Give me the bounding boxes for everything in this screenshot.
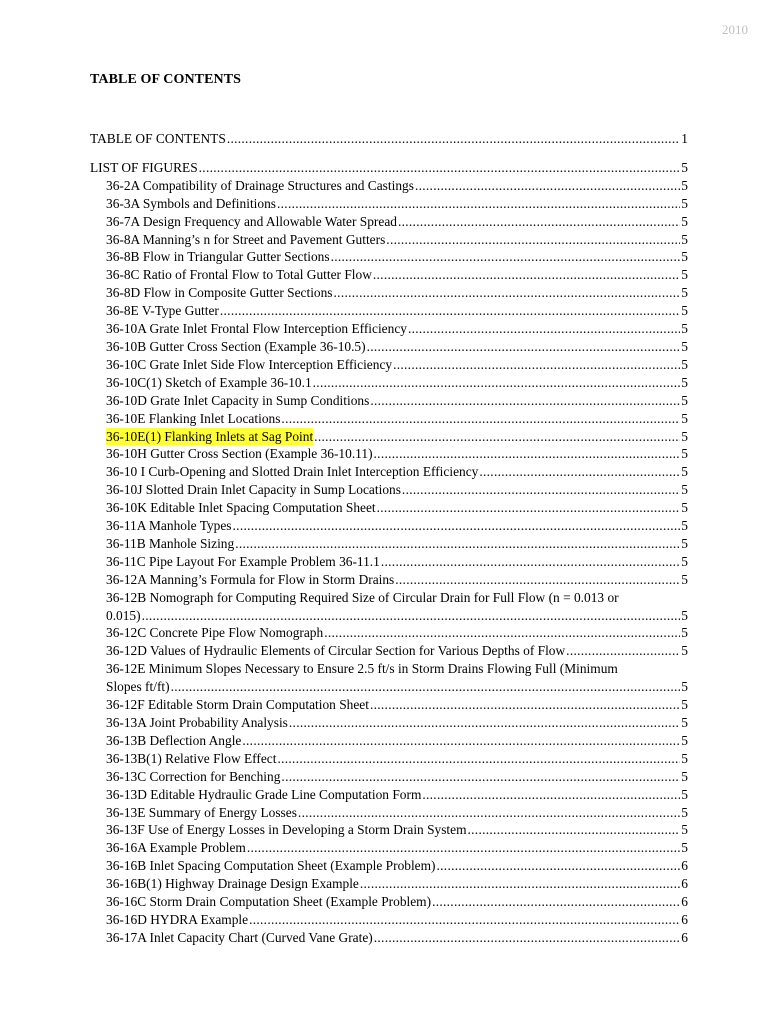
dot-leader xyxy=(398,213,680,231)
toc-entry-figure[interactable] xyxy=(90,714,688,732)
toc-entry-page: 5 xyxy=(681,321,688,337)
toc-entry-figure[interactable] xyxy=(90,535,688,553)
toc-entry-page: 6 xyxy=(681,929,688,945)
toc-entry-page: 5 xyxy=(681,571,688,587)
toc-entry-label: 36-10K Editable Inlet Spacing Computation Sheet xyxy=(106,500,376,516)
toc-entry-figure[interactable] xyxy=(90,768,688,786)
dot-leader xyxy=(281,410,680,428)
toc-entry-figure[interactable] xyxy=(90,195,688,213)
dot-leader xyxy=(437,857,681,875)
toc-entry-page: 5 xyxy=(681,374,688,390)
table-of-contents xyxy=(90,130,688,947)
toc-entry-label: 36-17A Inlet Capacity Chart (Curved Vane Grate) xyxy=(106,929,373,945)
dot-leader xyxy=(324,624,680,642)
toc-entry-label: 36-13E Summary of Energy Losses xyxy=(106,804,297,820)
toc-entry-page: 5 xyxy=(681,338,688,354)
dot-leader xyxy=(370,392,680,410)
toc-entry-page: 5 xyxy=(681,231,688,247)
toc-entry-label: TABLE OF CONTENTS xyxy=(90,131,226,146)
toc-entry-label: 36-3A Symbols and Definitions xyxy=(106,195,276,211)
toc-entry-label: 36-11B Manhole Sizing xyxy=(106,535,235,551)
toc-entry-page: 5 xyxy=(681,464,688,480)
toc-entry-figure[interactable] xyxy=(90,231,688,249)
toc-entry-label: 36-13B(1) Relative Flow Effect xyxy=(106,750,277,766)
toc-entry-figure[interactable] xyxy=(90,804,688,822)
toc-entry-figure[interactable] xyxy=(90,607,688,625)
toc-entry-figure[interactable] xyxy=(90,284,688,302)
toc-entry-page: 5 xyxy=(681,715,688,730)
toc-entry-figure[interactable] xyxy=(90,356,688,374)
toc-entry-page: 5 xyxy=(681,195,688,211)
toc-entry-figure[interactable] xyxy=(90,320,688,338)
dot-leader xyxy=(281,768,680,786)
toc-entry-figure[interactable] xyxy=(90,642,688,660)
toc-entry-page: 5 xyxy=(681,679,688,695)
toc-entry-page: 1 xyxy=(681,131,688,146)
toc-entry-page: 5 xyxy=(681,285,688,301)
toc-entry-label: 36-10H Gutter Cross Section (Example 36-10.11) xyxy=(106,446,373,462)
toc-entry-figure[interactable] xyxy=(90,821,688,839)
toc-entry-figure[interactable] xyxy=(90,553,688,571)
toc-entry-figure[interactable] xyxy=(90,624,688,642)
toc-entry-label: 36-11C Pipe Layout For Example Problem 36-11.1 xyxy=(106,553,380,569)
toc-entry-label: 36-13C Correction for Benching xyxy=(106,768,281,784)
dot-leader xyxy=(298,804,680,822)
toc-entry-figure[interactable] xyxy=(90,732,688,750)
dot-leader xyxy=(277,195,680,213)
toc-entry-label: 36-13D Editable Hydraulic Grade Line Computation Form xyxy=(106,786,422,802)
dot-leader xyxy=(408,320,680,338)
dot-leader xyxy=(242,732,680,750)
toc-entry-page: 5 xyxy=(681,643,688,659)
toc-entry-figure[interactable] xyxy=(90,266,688,284)
toc-entry-page: 5 xyxy=(681,159,688,175)
toc-entry-figure[interactable] xyxy=(90,911,688,929)
dot-leader xyxy=(373,266,680,284)
dot-leader xyxy=(247,839,680,857)
toc-entry-label: LIST OF FIGURES xyxy=(90,159,198,175)
page-title: TABLE OF CONTENTS xyxy=(90,72,242,87)
dot-leader xyxy=(171,678,681,696)
dot-leader xyxy=(374,929,681,947)
dot-leader xyxy=(367,338,681,356)
toc-entry-page: 5 xyxy=(681,750,688,766)
toc-entry-figure[interactable] xyxy=(90,893,688,911)
dot-leader xyxy=(227,130,680,148)
toc-entry-page: 5 xyxy=(681,446,688,462)
dot-leader xyxy=(415,177,680,195)
dot-leader xyxy=(313,374,681,392)
toc-entry-page: 5 xyxy=(681,177,688,193)
toc-entry-figure[interactable] xyxy=(90,750,688,768)
dot-leader xyxy=(374,445,681,463)
toc-entry-page: 5 xyxy=(681,267,688,283)
dot-leader xyxy=(468,821,681,839)
toc-entry-label: 36-16C Storm Drain Computation Sheet (Example Problem) xyxy=(106,894,432,910)
toc-entry-page: 5 xyxy=(681,303,688,319)
dot-leader xyxy=(479,463,680,481)
toc-entry-label: 36-7A Design Frequency and Allowable Water Spread xyxy=(106,213,397,229)
dot-leader xyxy=(432,893,680,911)
dot-leader xyxy=(334,284,681,302)
toc-entry-figure[interactable] xyxy=(90,410,688,428)
dot-leader xyxy=(393,356,680,374)
toc-entry-label: 36-11A Manhole Types xyxy=(106,518,232,534)
dot-leader xyxy=(142,607,681,625)
toc-entry-label: 36-12F Editable Storm Drain Computation Sheet xyxy=(106,697,369,713)
toc-entry-page: 5 xyxy=(681,535,688,551)
toc-entry-label: 36-10J Slotted Drain Inlet Capacity in Sump Locations xyxy=(106,482,401,498)
toc-entry-page: 5 xyxy=(681,356,688,372)
toc-entry-figure[interactable] xyxy=(90,678,688,696)
toc-entry-page: 6 xyxy=(681,876,688,892)
toc-entry-label: 36-10 I Curb-Opening and Slotted Drain Inlet Interception Efficiency xyxy=(106,464,479,480)
toc-entry-page: 5 xyxy=(681,500,688,516)
toc-entry-label: 36-12D Values of Hydraulic Elements of Circular Section for Various Depths of Flow xyxy=(106,643,566,659)
toc-entry-figure[interactable] xyxy=(90,786,688,804)
toc-entry-label: 36-13A Joint Probability Analysis xyxy=(106,715,288,730)
toc-entry-page: 5 xyxy=(681,428,688,444)
toc-entry-figure[interactable] xyxy=(90,929,688,947)
toc-entry-page: 5 xyxy=(681,804,688,820)
toc-entry-figure[interactable] xyxy=(90,481,688,499)
toc-entry-list-of-figures[interactable] xyxy=(90,159,688,177)
toc-entry-page: 5 xyxy=(681,553,688,569)
toc-entry-label: 36-2A Compatibility of Drainage Structures and Castings xyxy=(106,177,414,193)
toc-entry-label: 36-10A Grate Inlet Frontal Flow Interception Efficiency xyxy=(106,321,407,337)
toc-entry-page: 6 xyxy=(681,858,688,874)
toc-entry-figure[interactable] xyxy=(90,445,688,463)
toc-entry-label: 36-16B Inlet Spacing Computation Sheet (Example Problem) xyxy=(106,858,436,874)
dot-leader xyxy=(235,535,680,553)
dot-leader xyxy=(370,696,680,714)
toc-entry-figure-line1[interactable]: 36-12B Nomograph for Computing Required Size of Circular Drain for Full Flow (n = 0.013 or xyxy=(106,589,619,605)
toc-entry-figure[interactable] xyxy=(90,177,688,195)
toc-entry-page: 5 xyxy=(681,518,688,534)
toc-entry-page: 5 xyxy=(681,249,688,265)
toc-entry-label: 36-16D HYDRA Example xyxy=(106,911,249,927)
toc-entry-figure[interactable] xyxy=(90,499,688,517)
toc-entry-label: 36-8D Flow in Composite Gutter Sections xyxy=(106,285,333,301)
toc-entry-figure[interactable] xyxy=(90,463,688,481)
toc-entry-label: 36-16A Example Problem xyxy=(106,840,246,856)
toc-entry-page: 5 xyxy=(681,410,688,426)
dot-leader xyxy=(331,248,681,266)
figure-list xyxy=(90,177,688,947)
toc-entry-label: 36-10C Grate Inlet Side Flow Interception Efficiency xyxy=(106,356,393,372)
toc-entry-figure[interactable] xyxy=(90,392,688,410)
toc-entry-label: 36-8B Flow in Triangular Gutter Sections xyxy=(106,249,330,265)
toc-entry-page: 5 xyxy=(681,732,688,748)
toc-entry-figure[interactable] xyxy=(90,338,688,356)
dot-leader xyxy=(199,159,681,177)
dot-leader xyxy=(395,571,680,589)
toc-entry-label: Slopes ft/ft) xyxy=(106,679,170,695)
toc-entry-figure[interactable] xyxy=(90,517,688,535)
toc-entry-figure[interactable] xyxy=(90,696,688,714)
toc-entry-page: 5 xyxy=(681,822,688,838)
dot-leader xyxy=(381,553,680,571)
toc-entry-page: 5 xyxy=(681,607,688,623)
toc-entry-figure[interactable] xyxy=(90,875,688,893)
dot-leader xyxy=(289,714,680,732)
toc-entry-label: 36-8E V-Type Gutter xyxy=(106,303,219,319)
toc-entry-page: 5 xyxy=(681,625,688,641)
dot-leader xyxy=(386,231,680,249)
toc-entry-page: 5 xyxy=(681,482,688,498)
toc-entry-figure-line1[interactable]: 36-12E Minimum Slopes Necessary to Ensure 2.5 ft/s in Storm Drains Flowing Full (Minimum xyxy=(106,661,618,677)
toc-entry-label: 0.015) xyxy=(106,607,141,623)
toc-entry-figure[interactable] xyxy=(90,839,688,857)
toc-entry-label: 36-10B Gutter Cross Section (Example 36-10.5) xyxy=(106,338,366,354)
toc-entry-page: 5 xyxy=(681,768,688,784)
toc-entry-figure[interactable] xyxy=(90,302,688,320)
toc-entry-label: 36-16B(1) Highway Drainage Design Example xyxy=(106,876,359,892)
toc-entry-page: 6 xyxy=(681,894,688,910)
toc-entry-label: 36-10D Grate Inlet Capacity in Sump Conditions xyxy=(106,392,370,408)
dot-leader xyxy=(314,428,680,446)
dot-leader xyxy=(277,750,680,768)
toc-entry-label: 36-8A Manning’s n for Street and Pavement Gutters xyxy=(106,231,386,247)
toc-entry-figure[interactable] xyxy=(90,374,688,392)
toc-entry-page: 5 xyxy=(681,392,688,408)
toc-entry-label: 36-13F Use of Energy Losses in Developing a Storm Drain System xyxy=(106,822,467,838)
dot-leader xyxy=(422,786,680,804)
page-year-watermark: 2010 xyxy=(722,22,748,37)
dot-leader xyxy=(360,875,680,893)
toc-entry-page: 5 xyxy=(681,213,688,229)
toc-entry-figure[interactable] xyxy=(90,571,688,589)
dot-leader xyxy=(402,481,680,499)
toc-entry-label: 36-13B Deflection Angle xyxy=(106,732,242,748)
dot-leader xyxy=(249,911,680,929)
toc-entry-figure[interactable] xyxy=(90,213,688,231)
toc-entry-page: 5 xyxy=(681,840,688,856)
toc-entry-label: 36-12C Concrete Pipe Flow Nomograph xyxy=(106,625,324,641)
spacer xyxy=(90,148,688,159)
toc-entry-page: 5 xyxy=(681,697,688,713)
toc-entry-page: 6 xyxy=(681,911,688,927)
dot-leader xyxy=(220,302,680,320)
toc-entry-label: 36-12A Manning’s Formula for Flow in Storm Drains xyxy=(106,571,395,587)
toc-entry-label: 36-8C Ratio of Frontal Flow to Total Gutter Flow xyxy=(106,267,372,283)
toc-entry-figure-highlighted[interactable] xyxy=(90,428,688,446)
dot-leader xyxy=(566,642,680,660)
toc-entry-label: 36-10E(1) Flanking Inlets at Sag Point xyxy=(106,428,314,444)
dot-leader xyxy=(233,517,681,535)
toc-entry-table-of-contents[interactable] xyxy=(90,130,688,148)
toc-entry-page: 5 xyxy=(681,786,688,802)
toc-entry-label: 36-10E Flanking Inlet Locations xyxy=(106,410,281,426)
toc-entry-label: 36-10C(1) Sketch of Example 36-10.1 xyxy=(106,374,312,390)
toc-entry-figure[interactable] xyxy=(90,857,688,875)
toc-entry-figure[interactable] xyxy=(90,248,688,266)
dot-leader xyxy=(377,499,681,517)
